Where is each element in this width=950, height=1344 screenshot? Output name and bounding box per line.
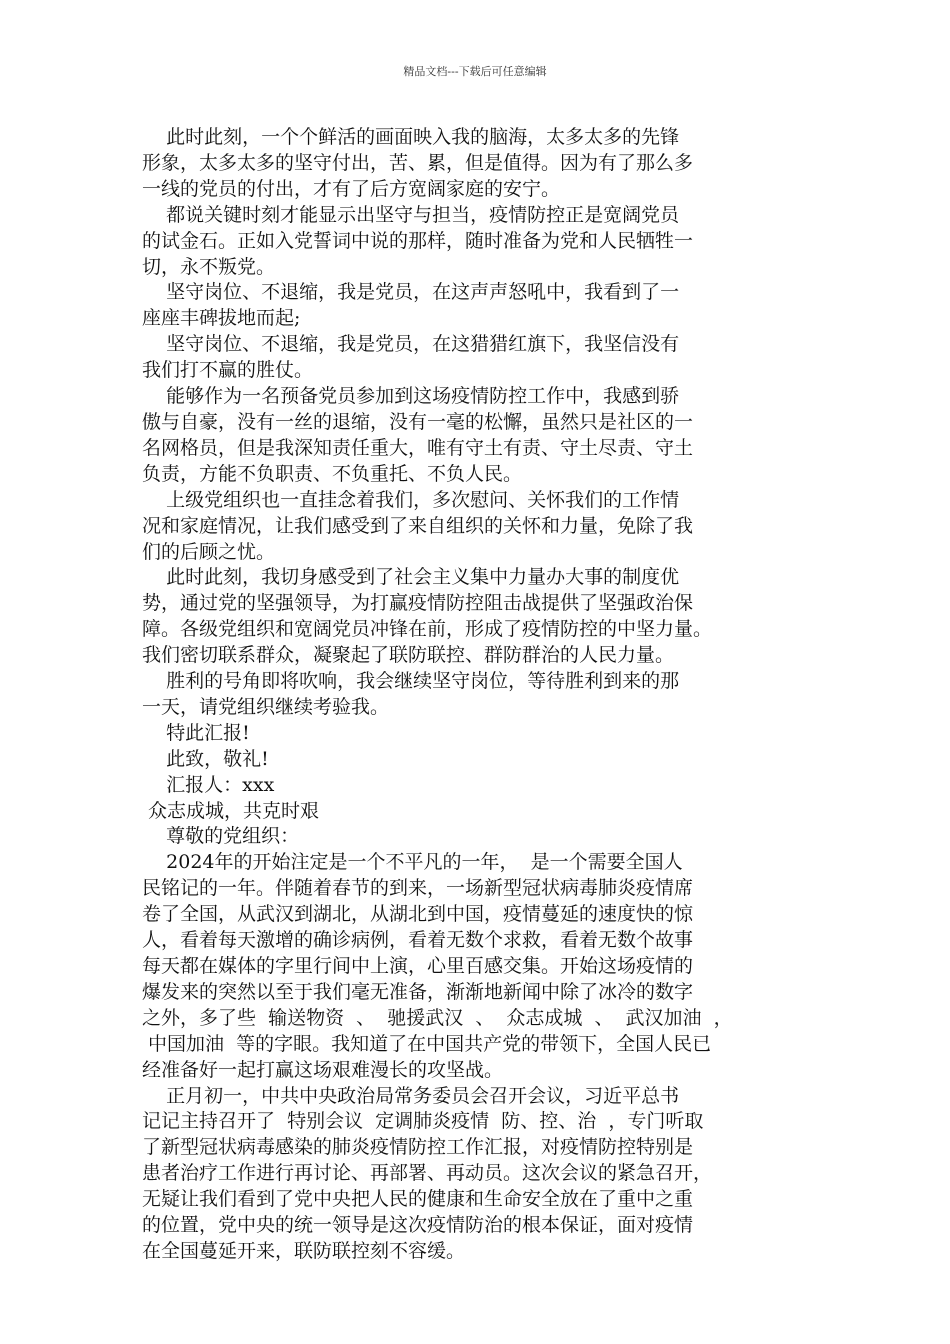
signature-line: 汇报人：xxx bbox=[142, 773, 275, 796]
text-line: 正月初一，中共中央政治局常务委员会召开会议，习近平总书 bbox=[142, 1084, 680, 1107]
page-header: 精品文档---下载后可任意编辑 bbox=[403, 65, 547, 78]
closing-line: 特此汇报! bbox=[142, 721, 250, 744]
text-line: 2024年的开始注定是一个不平凡的一年， 是一个需要全国人 bbox=[142, 851, 683, 874]
text-line: 座座丰碑拔地而起; bbox=[142, 307, 301, 330]
salutation: 尊敬的党组织： bbox=[142, 825, 300, 848]
text-line: 无疑让我们看到了党中央把人民的健康和生命安全放在了重中之重 bbox=[142, 1188, 694, 1211]
text-line: 经准备好一起打赢这场艰难漫长的攻坚战。 bbox=[142, 1058, 504, 1081]
text-line: 都说关键时刻才能显示出坚守与担当，疫情防控正是宽阔党员 bbox=[142, 203, 680, 226]
text-line: 此时此刻，一个个鲜活的画面映入我的脑海，太多太多的先锋 bbox=[142, 126, 680, 148]
text-line: 们的后顾之忧。 bbox=[142, 540, 276, 563]
text-line: 一线的党员的付出，才有了后方宽阔家庭的安宁。 bbox=[142, 177, 561, 200]
text-line: 坚守岗位、不退缩，我是党员，在这猎猎红旗下，我坚信没有 bbox=[142, 333, 680, 356]
text-line: 中国加油 等的字眼。我知道了在中国共产党的带领下，全国人民已 bbox=[142, 1032, 712, 1055]
text-line: 能够作为一名预备党员参加到这场疫情防控工作中，我感到骄 bbox=[142, 385, 680, 408]
closing-line: 此致，敬礼! bbox=[142, 747, 269, 770]
document-body bbox=[142, 125, 822, 1265]
text-line: 名网格员，但是我深知责任重大，唯有守土有责、守土尽责、守土 bbox=[142, 436, 694, 459]
section-title: 众志成城，共克时艰 bbox=[142, 799, 320, 822]
text-line: 我们密切联系群众，凝聚起了联防联控、群防群治的人民力量。 bbox=[142, 644, 675, 667]
text-line: 的位置，党中央的统一领导是这次疫情防治的根本保证，面对疫情 bbox=[142, 1214, 694, 1237]
text-line: 在全国蔓延开来，联防联控刻不容缓。 bbox=[142, 1239, 466, 1262]
text-line: 障。各级党组织和宽阔党员冲锋在前，形成了疫情防控的中坚力量。 bbox=[142, 618, 713, 641]
text-line: 况和家庭情况，让我们感受到了来自组织的关怀和力量，免除了我 bbox=[142, 514, 694, 537]
text-line: 负责，方能不负职责、不负重托、不负人民。 bbox=[142, 462, 523, 485]
text-line: 人，看着每天激增的确诊病例，看着无数个求救，看着无数个故事 bbox=[142, 929, 694, 952]
text-line: 患者治疗工作进行再讨论、再部署、再动员。这次会议的紧急召开， bbox=[142, 1162, 713, 1185]
text-line: 切，永不叛党。 bbox=[142, 255, 276, 278]
text-line: 势，通过党的坚强领导，为打赢疫情防控阻击战提供了坚强政治保 bbox=[142, 592, 694, 615]
text-line: 此时此刻，我切身感受到了社会主义集中力量办大事的制度优 bbox=[142, 566, 680, 589]
text-line: 爆发来的突然以至于我们毫无准备，渐渐地新闻中除了冰冷的数字 bbox=[142, 980, 694, 1003]
text-line: 民铭记的一年。伴随着春节的到来，一场新型冠状病毒肺炎疫情席 bbox=[142, 877, 694, 900]
text-line: 一天，请党组织继续考验我。 bbox=[142, 695, 390, 718]
text-line: 傲与自豪，没有一丝的退缩，没有一毫的松懈，虽然只是社区的一 bbox=[142, 410, 694, 433]
text-line: 胜利的号角即将吹响，我会继续坚守岗位，等待胜利到来的那 bbox=[142, 670, 680, 693]
text-line: 形象，太多太多的坚守付出，苦、累，但是值得。因为有了那么多 bbox=[142, 151, 694, 174]
text-line: 了新型冠状病毒感染的肺炎疫情防控工作汇报，对疫情防控特别是 bbox=[142, 1136, 694, 1159]
text-line: 记记主持召开了 特别会议 定调肺炎疫情 防、控、治 ，专门听取 bbox=[142, 1110, 704, 1133]
text-line: 我们打不赢的胜仗。 bbox=[142, 359, 314, 382]
text-line: 之外，多了些 输送物资 、 驰援武汉 、 众志成城 、 武汉加油 ， bbox=[142, 1006, 733, 1029]
text-line: 的试金石。正如入党誓词中说的那样，随时准备为党和人民牺牲一 bbox=[142, 229, 694, 252]
text-line: 卷了全国，从武汉到湖北，从湖北到中国，疫情蔓延的速度快的惊 bbox=[142, 903, 694, 926]
text-line: 每天都在媒体的字里行间中上演，心里百感交集。开始这场疫情的 bbox=[142, 955, 694, 977]
text-line: 上级党组织也一直挂念着我们，多次慰问、关怀我们的工作情 bbox=[142, 488, 680, 511]
text-line: 坚守岗位、不退缩，我是党员，在这声声怒吼中，我看到了一 bbox=[142, 281, 680, 304]
